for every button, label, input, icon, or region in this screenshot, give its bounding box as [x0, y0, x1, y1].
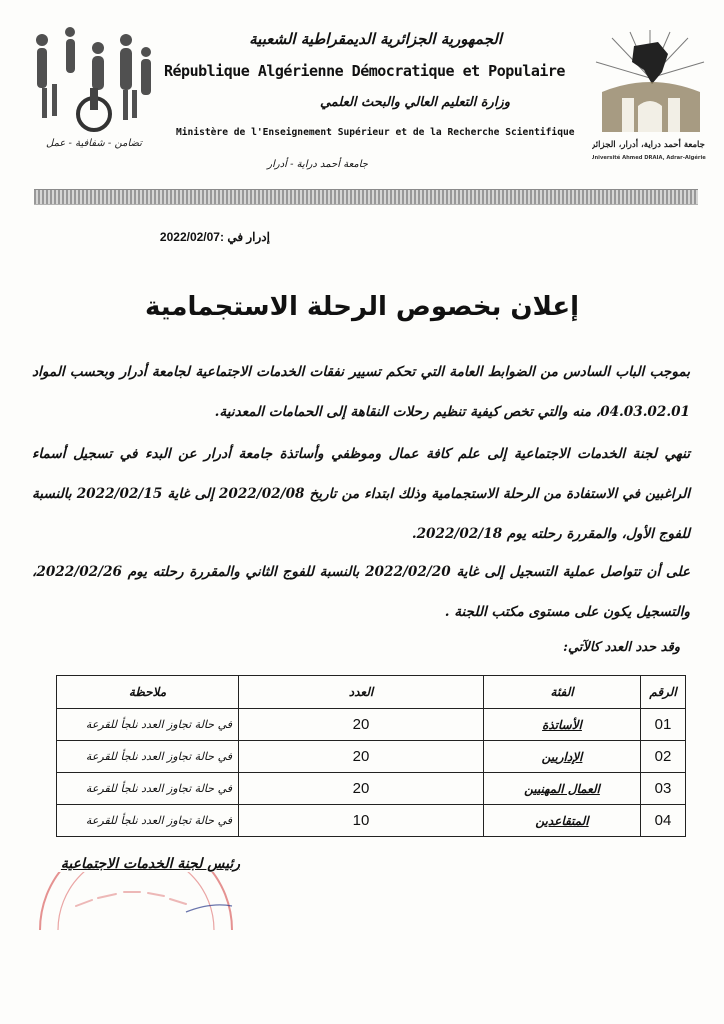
row-number: 02: [641, 741, 686, 773]
paragraph-legal-basis: بموجب الباب السادس من الضوابط العامة التي تحكم تسيير نفقات الخدمات الاجتماعية لجامعة أدرار وبحسب المواد 04.03.02.01، منه والتي تخص كيفية تنظيم رحلات النقاهة إلى الحمامات المعدنية.: [32, 364, 690, 420]
official-stamp: [36, 872, 236, 932]
header-category: الفئة: [484, 676, 641, 709]
left-logo-caption: تضامن - شفافية - عمل: [46, 138, 142, 149]
row-number: 04: [641, 805, 686, 837]
quota-table: [56, 675, 686, 837]
ministry-french: Ministère de l'Enseignement Supérieur et de la Recherche Scientifique: [176, 127, 575, 138]
row-category: الأساتذة: [484, 709, 641, 741]
header-divider: [34, 189, 698, 205]
header-count: العدد: [239, 676, 484, 709]
table-row: [57, 773, 686, 805]
republic-arabic: الجمهورية الجزائرية الديمقراطية الشعبية: [249, 30, 502, 48]
right-logo-caption-fr: Université Ahmed DRAIA, Adrar-Algérie: [592, 155, 706, 161]
row-count: 10: [239, 805, 484, 837]
row-note: في حالة تجاوز العدد نلجأ للقرعة: [57, 709, 239, 741]
ministry-arabic: وزارة التعليم العالي والبحث العلمي: [319, 95, 510, 110]
row-note: في حالة تجاوز العدد نلجأ للقرعة: [57, 805, 239, 837]
header-number: الرقم: [641, 676, 686, 709]
row-number: 01: [641, 709, 686, 741]
paragraph-second-group: على أن تتواصل عملية التسجيل إلى غاية 2022/02/20 بالنسبة للفوج الثاني والمقررة رحلته يوم 2022/02/26، والتسجيل يكون على مستوى مكتب اللجنة .: [32, 564, 690, 620]
republic-french: République Algérienne Démocratique et Populaire: [164, 62, 565, 80]
row-category: الإداريين: [484, 741, 641, 773]
table-row: [57, 741, 686, 773]
university-logo: [592, 28, 710, 168]
table-header-row: [57, 676, 686, 709]
university-arabic: جامعة أحمد دراية - أدرار: [267, 159, 368, 170]
row-note: في حالة تجاوز العدد نلجأ للقرعة: [57, 741, 239, 773]
row-note: في حالة تجاوز العدد نلجأ للقرعة: [57, 773, 239, 805]
document-date: إدرار في :2022/02/07: [159, 230, 270, 244]
row-number: 03: [641, 773, 686, 805]
row-category: العمال المهنيين: [484, 773, 641, 805]
row-count: 20: [239, 773, 484, 805]
header-note: ملاحظة: [57, 676, 239, 709]
table-row: [57, 805, 686, 837]
solidarity-logo: [28, 22, 160, 150]
paragraph-registration: تنهي لجنة الخدمات الاجتماعية إلى علم كافة عمال وموظفي وأساتذة جامعة أدرار عن البدء في تسجيل أسماء الراغبين في الاستفادة من الرحلة الاستجمامية وذلك ابتداء من تاريخ 2022/02/08 إلى غاية 2022/02/15 بالنسبة للفوج الأول، والمقررة رحلته يوم 2022/02/18.: [32, 446, 691, 542]
row-count: 20: [239, 741, 484, 773]
announcement-title: إعلان بخصوص الرحلة الاستجمامية: [145, 292, 579, 322]
right-logo-caption-ar: جامعة أحمد دراية، أدرار، الجزائر: [592, 140, 705, 150]
row-count: 20: [239, 709, 484, 741]
table-intro: وقد حدد العدد كالآتي:: [563, 640, 680, 655]
table-row: [57, 709, 686, 741]
row-category: المتقاعدين: [484, 805, 641, 837]
signature-title: رئيس لجنة الخدمات الاجتماعية: [60, 856, 240, 872]
